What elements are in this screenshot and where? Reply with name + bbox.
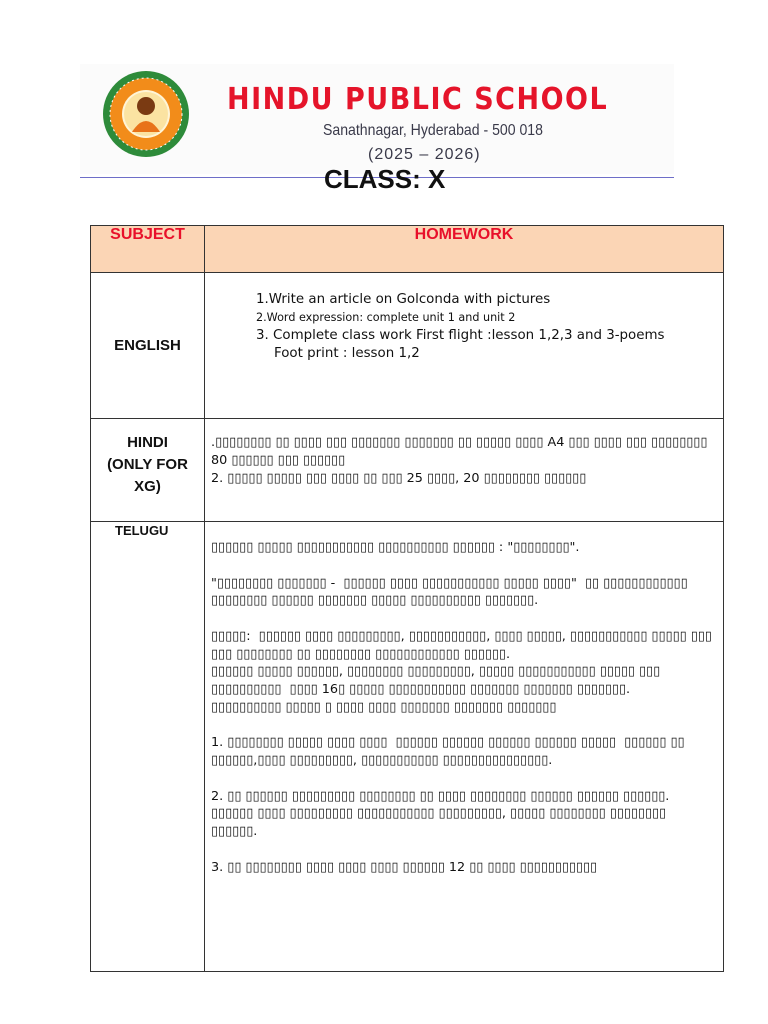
- subject-cell-telugu: TELUGU: [91, 522, 205, 972]
- class-title: CLASS: X: [324, 164, 446, 194]
- telugu-homework-text: [211, 539, 715, 971]
- telugu-paragraph-2: "▯▯▯▯▯▯▯▯ ▯▯▯▯▯▯▯ - ▯▯▯▯▯▯ ▯▯▯▯ ▯▯▯▯▯▯▯▯▯▯▯ ▯▯▯▯▯ ▯▯▯▯" ▯▯ ▯▯▯▯▯▯▯▯▯▯▯▯ ▯▯▯▯▯▯▯▯ ▯▯▯▯▯▯ ▯▯▯▯▯▯▯ ▯▯▯▯▯ ▯▯▯▯▯▯▯▯▯▯ ▯▯▯▯▯▯▯.: [211, 575, 692, 609]
- english-task-2: 2.Word expression: complete unit 1 and unit 2: [256, 311, 516, 325]
- school-logo-emblem: [102, 70, 190, 158]
- telugu-paragraph-6: 3. ▯▯ ▯▯▯▯▯▯▯▯ ▯▯▯▯ ▯▯▯▯ ▯▯▯▯ ▯▯▯▯▯▯ 12 ▯▯ ▯▯▯▯ ▯▯▯▯▯▯▯▯▯▯▯: [211, 859, 598, 875]
- homework-cell-telugu: [205, 522, 724, 972]
- table-row-telugu: [91, 522, 724, 972]
- subject-cell-hindi: [91, 419, 205, 522]
- homework-cell-english: [205, 273, 724, 419]
- subject-column-header: SUBJECT: [91, 226, 205, 273]
- hindi-subject-line-2: (ONLY FOR: [107, 455, 188, 473]
- hindi-task-1: .▯▯▯▯▯▯▯▯ ▯▯ ▯▯▯▯ ▯▯▯ ▯▯▯▯▯▯▯ ▯▯▯▯▯▯▯ ▯▯ ▯▯▯▯▯ ▯▯▯▯ A4 ▯▯▯ ▯▯▯▯ ▯▯▯ ▯▯▯▯▯▯▯▯ 80 ▯▯▯▯▯▯ ▯▯▯ ▯▯▯▯▯▯: [211, 435, 708, 468]
- english-task-3: 3. Complete class work First flight :lesson 1,2,3 and 3-poems: [256, 328, 665, 344]
- telugu-paragraph-5: 2. ▯▯ ▯▯▯▯▯▯ ▯▯▯▯▯▯▯▯▯ ▯▯▯▯▯▯▯▯ ▯▯ ▯▯▯▯ ▯▯▯▯▯▯▯▯ ▯▯▯▯▯▯ ▯▯▯▯▯▯ ▯▯▯▯▯▯. ▯▯▯▯▯▯ ▯▯▯▯ ▯▯▯▯▯▯▯▯▯ ▯▯▯▯▯▯▯▯▯▯▯ ▯▯▯▯▯▯▯▯▯, ▯▯▯▯▯ ▯▯▯▯▯▯▯▯ ▯▯▯▯▯▯▯▯ ▯▯▯▯▯▯.: [211, 788, 674, 839]
- telugu-paragraph-4: 1. ▯▯▯▯▯▯▯▯ ▯▯▯▯▯ ▯▯▯▯ ▯▯▯▯ ▯▯▯▯▯▯ ▯▯▯▯▯▯ ▯▯▯▯▯▯ ▯▯▯▯▯▯ ▯▯▯▯▯ ▯▯▯▯▯▯ ▯▯ ▯▯▯▯▯▯,▯▯▯▯ ▯▯▯▯▯▯▯▯▯, ▯▯▯▯▯▯▯▯▯▯▯ ▯▯▯▯▯▯▯▯▯▯▯▯▯▯▯.: [211, 735, 689, 768]
- table-header-row: [91, 226, 724, 273]
- academic-session: (2025 – 2026): [368, 146, 481, 163]
- class-title-area: [300, 164, 500, 194]
- hindi-subject-line-1: HINDI: [127, 434, 168, 451]
- table-row-english: [91, 273, 724, 419]
- homework-cell-hindi: [205, 419, 724, 522]
- english-task-3-continued: Foot print : lesson 1,2: [274, 346, 420, 362]
- homework-table: [90, 225, 724, 972]
- hindi-task-2: 2. ▯▯▯▯▯ ▯▯▯▯▯ ▯▯▯ ▯▯▯▯ ▯▯ ▯▯▯ 25 ▯▯▯▯, 20 ▯▯▯▯▯▯▯▯ ▯▯▯▯▯▯: [211, 470, 587, 486]
- table-row-hindi: [91, 419, 724, 522]
- school-header: [80, 64, 674, 174]
- telugu-paragraph-1: ▯▯▯▯▯▯ ▯▯▯▯▯ ▯▯▯▯▯▯▯▯▯▯▯ ▯▯▯▯▯▯▯▯▯▯ ▯▯▯▯▯▯ : "▯▯▯▯▯▯▯▯".: [211, 540, 580, 555]
- school-name: HINDU PUBLIC SCHOOL: [227, 82, 609, 117]
- subject-cell-english: ENGLISH: [91, 273, 205, 419]
- hindi-subject-line-3: XG): [134, 477, 161, 495]
- school-address: Sanathnagar, Hyderabad - 500 018: [323, 122, 543, 139]
- english-task-1: 1.Write an article on Golconda with pictures: [256, 292, 551, 307]
- telugu-paragraph-3: ▯▯▯▯▯: ▯▯▯▯▯▯ ▯▯▯▯ ▯▯▯▯▯▯▯▯▯, ▯▯▯▯▯▯▯▯▯▯▯, ▯▯▯▯ ▯▯▯▯▯, ▯▯▯▯▯▯▯▯▯▯▯ ▯▯▯▯▯ ▯▯▯ ▯▯▯ ▯▯▯▯▯▯▯▯ ▯▯ ▯▯▯▯▯▯▯▯ ▯▯▯▯▯▯▯▯▯▯▯▯ ▯▯▯▯▯▯. ▯▯▯▯▯▯ ▯▯▯▯▯ ▯▯▯▯▯▯, ▯▯▯▯▯▯▯▯ ▯▯▯▯▯▯▯▯▯, ▯▯▯▯▯ ▯▯▯▯▯▯▯▯▯▯▯ ▯▯▯▯▯ ▯▯▯ ▯▯▯▯▯▯▯▯▯▯ ▯▯▯▯ 16▯ ▯▯▯▯▯ ▯▯▯▯▯▯▯▯▯▯▯ ▯▯▯▯▯▯▯ ▯▯▯▯▯▯▯ ▯▯▯▯▯▯▯. ▯▯▯▯▯▯▯▯▯▯ ▯▯▯▯▯ ▯ ▯▯▯▯ ▯▯▯▯ ▯▯▯▯▯▯▯ ▯▯▯▯▯▯▯ ▯▯▯▯▯▯▯: [211, 628, 712, 715]
- homework-column-header: HOMEWORK: [205, 226, 724, 273]
